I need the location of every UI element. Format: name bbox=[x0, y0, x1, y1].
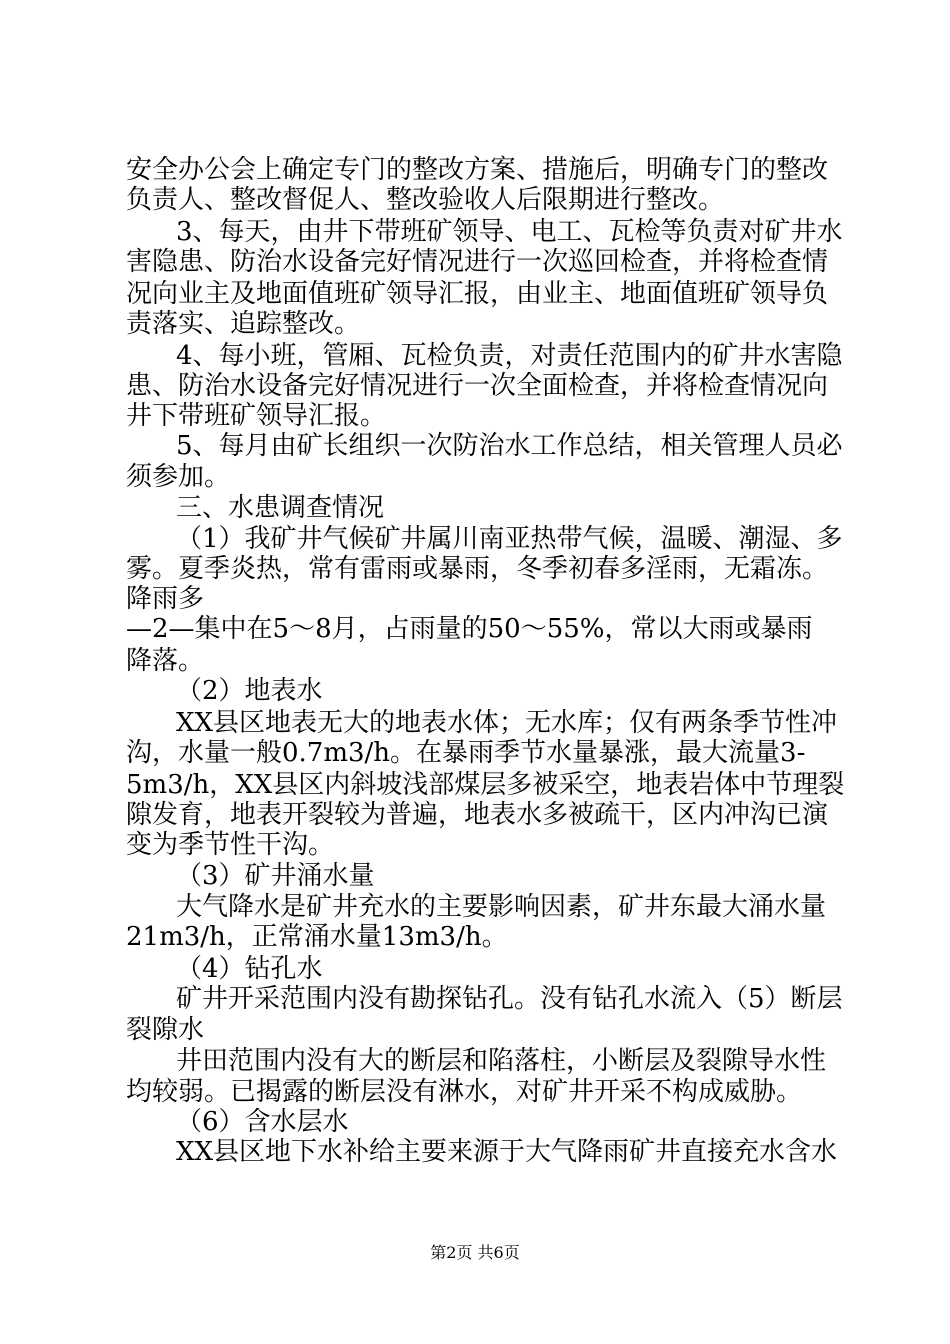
text-line: 5、每月由矿长组织一次防治水工作总结，相关管理人员必 bbox=[176, 431, 843, 461]
text-line: 4、每小班，管厢、瓦检负责，对责任范围内的矿井水害隐 bbox=[176, 341, 843, 371]
text-line: （4）钻孔水 bbox=[176, 954, 323, 984]
text-line: 变为季节性干沟。 bbox=[126, 830, 335, 860]
text-line: 裂隙水 bbox=[126, 1015, 205, 1045]
text-line: 矿井开采范围内没有勘探钻孔。没有钻孔水流入（5）断层 bbox=[176, 984, 843, 1014]
text-line: 负责人、整改督促人、整改验收人后限期进行整改。 bbox=[126, 185, 725, 215]
text-line: XX县区地下水补给主要来源于大气降雨矿井直接充水含水 bbox=[176, 1137, 838, 1167]
text-line: 21m3/h，正常涌水量13m3/h。 bbox=[126, 922, 508, 952]
text-line: 须参加。 bbox=[126, 462, 231, 492]
text-line: XX县区地表无大的地表水体；无水库；仅有两条季节性冲 bbox=[176, 708, 838, 738]
text-line: 害隐患、防治水设备完好情况进行一次巡回检查，并将检查情 bbox=[126, 247, 829, 277]
text-line: 沟，水量一般0.7m3/h。在暴雨季节水量暴涨，最大流量3- bbox=[126, 738, 806, 768]
text-line: 隙发育，地表开裂较为普遍，地表水多被疏干，区内冲沟已演 bbox=[126, 800, 829, 830]
text-line: 况向业主及地面值班矿领导汇报，由业主、地面值班矿领导负 bbox=[126, 279, 829, 309]
text-line: 患、防治水设备完好情况进行一次全面检查，并将检查情况向 bbox=[126, 371, 829, 401]
text-line: （3）矿井涌水量 bbox=[176, 861, 375, 891]
text-line: 三、水患调查情况 bbox=[176, 493, 385, 523]
text-line: （2）地表水 bbox=[176, 676, 323, 706]
text-line: —2—集中在5～8月，占雨量的50～55%，常以大雨或暴雨 bbox=[126, 614, 813, 644]
page-footer: 第2页 共6页 bbox=[430, 1243, 520, 1262]
text-line: 井下带班矿领导汇报。 bbox=[126, 401, 387, 431]
text-line: （1）我矿井气候矿井属川南亚热带气候，温暖、潮湿、多 bbox=[176, 524, 843, 554]
text-line: （6）含水层水 bbox=[176, 1107, 349, 1137]
text-line: 大气降水是矿井充水的主要影响因素，矿井东最大涌水量 bbox=[176, 892, 827, 922]
text-line: 安全办公会上确定专门的整改方案、措施后，明确专门的整改 bbox=[126, 155, 829, 185]
text-line: 责落实、追踪整改。 bbox=[126, 309, 361, 339]
text-line: 井田范围内没有大的断层和陷落柱，小断层及裂隙导水性 bbox=[176, 1046, 827, 1076]
text-line: 均较弱。已揭露的断层没有淋水，对矿井开采不构成威胁。 bbox=[126, 1077, 803, 1107]
text-line: 雾。夏季炎热，常有雷雨或暴雨，冬季初春多淫雨，无霜冻。 bbox=[126, 554, 829, 584]
text-line: 降雨多 bbox=[126, 584, 205, 614]
text-line: 5m3/h，XX县区内斜坡浅部煤层多被采空，地表岩体中节理裂 bbox=[126, 770, 845, 800]
text-line: 3、每天，由井下带班矿领导、电工、瓦检等负责对矿井水 bbox=[176, 217, 843, 247]
text-line: 降落。 bbox=[126, 646, 205, 676]
